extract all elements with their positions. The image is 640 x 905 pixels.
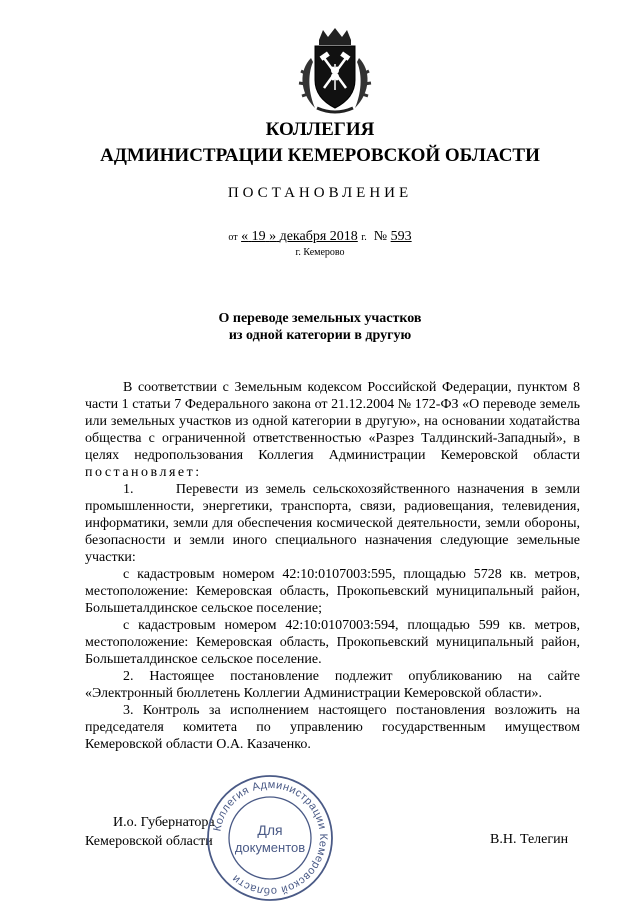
date-year-suffix: г. [361,232,367,243]
document-city: г. Кемерово [295,247,345,258]
item-1-number: 1. [123,482,134,497]
document-subject [0,310,640,344]
date-month-year: декабря 2018 [279,229,358,244]
subject-line-1: О переводе земельных участков [218,311,422,326]
stamp-center-line-2: документов [234,840,306,855]
item-3-paragraph: 3. Контроль за исполнением настоящего постановления возложить на председателя комитета по управлению государственным имуществом Кемеровской области О.А. Казаченко. [85,703,580,752]
organization-title: КОЛЛЕГИЯ [265,119,375,140]
stamp-inner-ring [229,797,311,879]
document-number: 593 [390,229,412,244]
intro-paragraph [85,379,580,481]
item-2-paragraph: 2. Настоящее постановление подлежит опубликованию на сайте «Электронный бюллетень Коллегии Администрации Кемеровской области». [85,669,580,701]
document-body [85,379,580,753]
item-1-text: Перевести из земель сельскохозяйственного назначения в земли промышленности, энергетики, транспорта, связи, радиовещания, телевидения, информатики, земли для обеспечения космической деятельности, земли обороны, безопасности и земли иного специального назначения следующие земельные участки: [85,482,580,565]
date-day: 19 [251,229,266,244]
document-date-number [0,229,640,245]
official-stamp [205,773,335,903]
date-close-quote: » [269,229,277,244]
signatory-position-line-2: Кемеровской области [85,834,213,849]
date-prefix: от [228,232,238,243]
intro-text: В соответствии с Земельным кодексом Российской Федерации, пунктом 8 части 1 статьи 7 Федерального закона от 21.12.2004 № 172-ФЗ «О переводе земель или земельных участков из одной категории в другую», на основании ходатайства общества с ограниченной ответственностью «Разрез Талдинский-Западный», в целях недропользования Коллегия Администрации Кемеровской области [85,380,580,463]
stamp-ring-text: Коллегия Администрации Кемеровской области [211,778,330,898]
signatory-position-line-1: И.о. Губернатора [113,815,215,830]
coat-of-arms-icon [297,28,373,114]
signatory-name: В.Н. Телегин [490,832,569,847]
resolves-word: постановляет: [85,465,202,480]
plot-2-paragraph: с кадастровым номером 42:10:0107003:594, площадью 599 кв. метров, местоположение: Кемеровская область, Прокопьевский муниципальный район, Большеталдинское сельское поселение. [85,618,580,667]
organization-subtitle: АДМИНИСТРАЦИИ КЕМЕРОВСКОЙ ОБЛАСТИ [100,145,540,166]
stamp-outer-ring [208,776,332,900]
stamp-center-line-1: Для [257,822,283,838]
plot-1-paragraph: с кадастровым номером 42:10:0107003:595, площадью 5728 кв. метров, местоположение: Кемеровская область, Прокопьевский муниципальный район, Большеталдинское сельское поселение; [85,567,580,616]
subject-line-2: из одной категории в другую [228,328,412,343]
date-open-quote: « [241,229,249,244]
signatory-position [85,813,215,851]
document-type: ПОСТАНОВЛЕНИЕ [227,185,413,201]
number-sign: № [373,229,388,244]
item-1-paragraph [85,481,580,566]
